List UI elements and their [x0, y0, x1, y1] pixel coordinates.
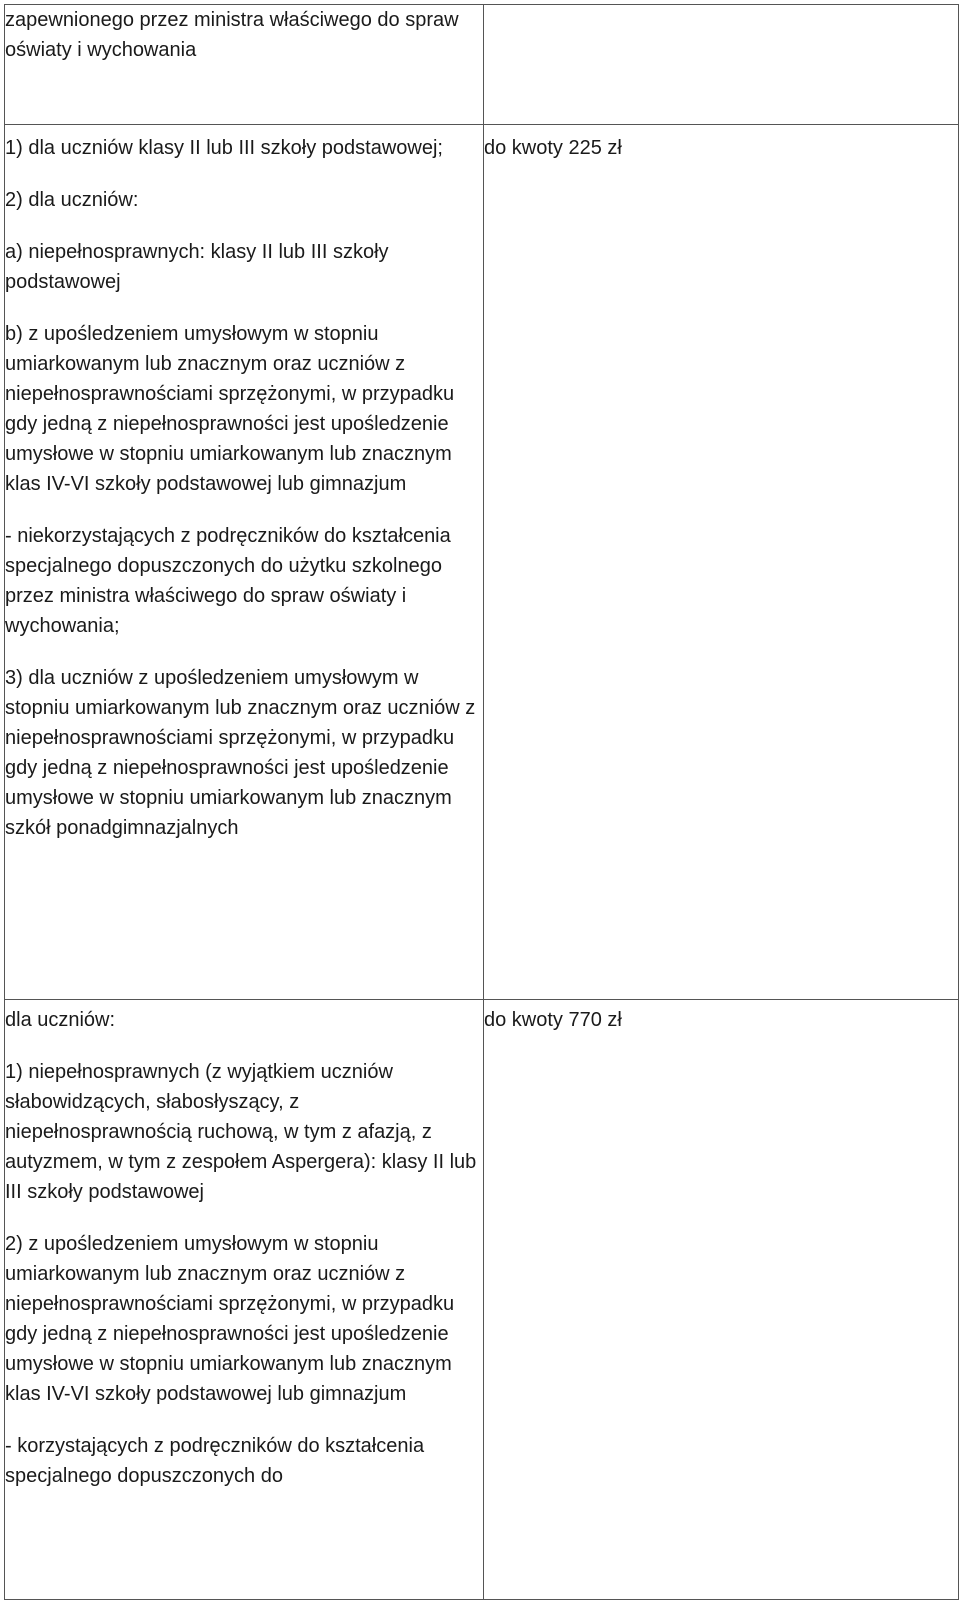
- paragraph: zapewnionego przez ministra właściwego do spraw oświaty i wychowania: [5, 9, 459, 61]
- paragraph: b) z upośledzeniem umysłowym w stopniu umiarkowanym lub znacznym oraz uczniów z niepełnosprawnościami sprzężonymi, w przypadku gdy jedną z niepełnosprawności jest upośledzenie umysłowe w stopniu umiarkowanym lub znacznym klas IV-VI szkoły podstawowej lub gimnazjum: [5, 323, 455, 495]
- paragraph: 2) z upośledzeniem umysłowym w stopniu umiarkowanym lub znacznym oraz uczniów z niepełnosprawnościami sprzężonymi, w przypadku gdy jedną z niepełnosprawności jest upośledzenie umysłowe w stopniu umiarkowanym lub znacznym klas IV-VI szkoły podstawowej lub gimnazjum: [5, 1233, 455, 1405]
- amount-text: do kwoty 770 zł: [484, 1009, 622, 1031]
- paragraph: - korzystających z podręczników do kształcenia specjalnego dopuszczonych do: [5, 1435, 425, 1487]
- paragraph: - niekorzystających z podręczników do kształcenia specjalnego dopuszczonych do użytku szkolnego przez ministra właściwego do spraw oświaty i wychowania;: [5, 525, 451, 637]
- amount-cell: [484, 1000, 959, 1600]
- paragraph: 3) dla uczniów z upośledzeniem umysłowym w stopniu umiarkowanym lub znacznym oraz uczniów z niepełnosprawnościami sprzężonymi, w przypadku gdy jedną z niepełnosprawności jest upośledzenie umysłowe w stopniu umiarkowanym lub znacznym szkół ponadgimnazjalnych: [5, 667, 476, 839]
- eligibility-cell: [5, 125, 484, 1000]
- eligibility-cell: [5, 1000, 484, 1600]
- paragraph: 2) dla uczniów:: [5, 189, 139, 211]
- table-row: [5, 1000, 959, 1600]
- eligibility-cell: [5, 5, 484, 125]
- paragraph: 1) niepełnosprawnych (z wyjątkiem uczniów słabowidzących, słabosłyszący, z niepełnosprawnością ruchową, w tym z afazją, z autyzmem, w tym z zespołem Aspergera): klasy II lub III szkoły podstawowej: [5, 1061, 477, 1203]
- amount-cell: [484, 5, 959, 125]
- paragraph: dla uczniów:: [5, 1009, 116, 1031]
- amount-text: do kwoty 225 zł: [484, 137, 622, 159]
- table-row: [5, 5, 959, 125]
- paragraph: 1) dla uczniów klasy II lub III szkoły podstawowej;: [5, 137, 443, 159]
- amount-cell: [484, 125, 959, 1000]
- allowance-table: [4, 4, 959, 1600]
- table-row: [5, 125, 959, 1000]
- paragraph: a) niepełnosprawnych: klasy II lub III szkoły podstawowej: [5, 241, 389, 293]
